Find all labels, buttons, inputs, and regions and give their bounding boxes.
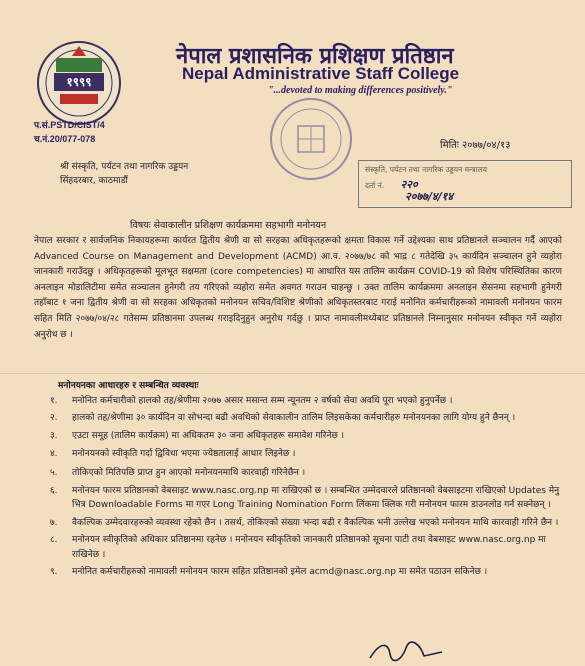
list-item: ३. एउटा समूह (तालिम कार्यक्रम) मा अधिकतम ३० जना अधिकृतहरू समावेश गरिनेछ । <box>50 430 345 441</box>
letter-subject: विषयः सेवाकालीन प्रशिक्षण कार्यक्रममा सहभागी मनोनयन <box>130 220 327 231</box>
dispatch-number: च.नं.20/077-078 <box>34 134 96 144</box>
letter-date: मितिः २०७७/०४/१३ <box>440 140 511 151</box>
reference-number: प.सं.PSTD/CIST/4 <box>34 120 105 130</box>
list-item: २. हालको तह/श्रेणीमा ३० कार्यदिन वा सोभन्दा बढी अवधिको सेवाकालीन तालिम लिइसकेका कर्मचारीहरु मनोनयनका लागि योग्य हुने छैनन् । <box>50 413 516 424</box>
list-item: ६. मनोनयन फारम प्रतिष्ठानको वेबसाइट www.nasc.org.np मा राखिएको छ । सम्बन्धित उम्मेदवारले प्रतिष्ठानको वेबसाइटमा राखिएको Updates मेनु भित्र Downloadable Forms मा गएर Long Training Nomination Form लिंकमा क्लिक गरी मनोनयन फारम डाउनलोड गर्न सक्नेछन् । <box>50 486 560 511</box>
list-item: ८. मनोनयन स्वीकृतिको अधिकार प्रतिष्ठानमा रहनेछ । मनोनयन स्वीकृतिको जानकारी प्रतिष्ठानको सूचना पाटी तथा वेबसाइट www.nasc.org.np मा राखिनेछ । <box>50 535 546 560</box>
recipient-line-1: श्री संस्कृति, पर्यटन तथा नागरिक उड्डयन <box>60 162 189 172</box>
stamp-line-2 <box>365 177 565 189</box>
list-item: ४. मनोनयनको स्वीकृति गर्दा द्विविधा भएमा ज्येष्ठतालाई आधार लिइनेछ । <box>50 449 296 460</box>
criteria-heading: मनोनयनका आधारहरु र सम्बन्धित व्यवस्थाः <box>58 381 199 391</box>
signature-icon <box>366 638 446 664</box>
recipient-line-2: सिंहदरबार, काठमाडौं <box>60 176 128 186</box>
letter-body: नेपाल सरकार र सार्वजनिक निकायहरूमा कार्यरत द्वितीय श्रेणी वा सो सरहका अधिकृतहरूको क्षमता विकास गर्ने उद्देश्यका साथ प्रतिष्ठानले सञ्चालन गर्दै आएको Advanced Course on Management and Development (ACMD) आ.व. २०७७/७८ को भाद्र ८ गतेदेखि ३५ कार्यदिन सञ्चालन हुने व्यहोरा जानकारी गराउँदछु । अधिकृतहरूको मूलभूत सक्षमता (core competencies) मा आधारित यस तालिम कार्यक्रम COVID-19 को विशेष परिस्थितिका कारण अनलाइन मोडालिटीमा समेत सञ्चालन हुनेगरी तय गरिएको व्यहोरा समेत अवगत गराउन चाहन्छु । उक्त तालिम कार्यक्रममा अनलाइन सेसनमा सहभागी हुनेगरी तहाँबाट १ जना द्वितीय श्रेणी वा सो सरहका अधिकृतको मनोनयन सचिव/विशिष्ट श्रेणीको अधिकृतस्तरबाट गराई मनोनित कर्मचारीहरूको नामावली मनोनयन फारम सहित मिति २०७७/०४/२८ गतेसम्म प्रतिष्ठानमा उपलब्ध गराइदिनुहुन अनुरोध गर्दछु । प्राप्त नामावलीमध्येबाट प्रतिष्ठानले निम्नानुसार मनोनयन स्वीकृत गर्ने व्यहोरा अनुरोध छ । <box>34 236 562 340</box>
list-item: १. मनोनित कर्मचारीको हालको तह/श्रेणीमा २०७७ असार मसान्त सम्म न्यूनतम २ वर्षको सेवा अवधि पूरा भएको हुनुपर्नेछ । <box>50 396 453 406</box>
stamp-reg-date: २०७७/४/१४ <box>405 190 454 203</box>
svg-text:१९९९: १९९९ <box>66 75 92 89</box>
paper-fold-line <box>0 373 585 374</box>
motto: "...devoted to making differences positively." <box>268 85 453 96</box>
stamp-label: दर्ता नं. <box>365 181 385 190</box>
office-seal-icon <box>268 96 354 182</box>
criteria-list <box>34 394 560 582</box>
list-item: ९. मनोनित कर्मचारीहरुको नामावली मनोनयन फारम सहित प्रतिष्ठानको इमेल acmd@nasc.org.np मा समेत पठाउन सकिनेछ । <box>50 567 488 578</box>
registration-stamp <box>358 160 572 208</box>
stamp-line-1: संस्कृति, पर्यटन तथा नागरिक उड्डयन मन्त्रालय <box>365 165 488 174</box>
stamp-reg-number: २२० <box>400 178 418 191</box>
list-item: ५. तोकिएको मितिपछि प्राप्त हुन आएको मनोनयनमाथि कारवाही गरिनेछैन । <box>50 467 306 478</box>
list-item: ७. वैकल्पिक उम्मेदवारहरुको व्यवस्था रहेको छैन । तसर्थ, तोकिएको संख्या भन्दा बढी र वैकल्पिक भनी उल्लेख भएको मनोनयन माथि कारवाही गरिने छैन । <box>50 517 559 528</box>
title-english: Nepal Administrative Staff College <box>182 64 460 83</box>
title-nepali: नेपाल प्रशासनिक प्रशिक्षण प्रतिष्ठान <box>176 44 454 69</box>
college-logo-icon <box>36 40 122 126</box>
